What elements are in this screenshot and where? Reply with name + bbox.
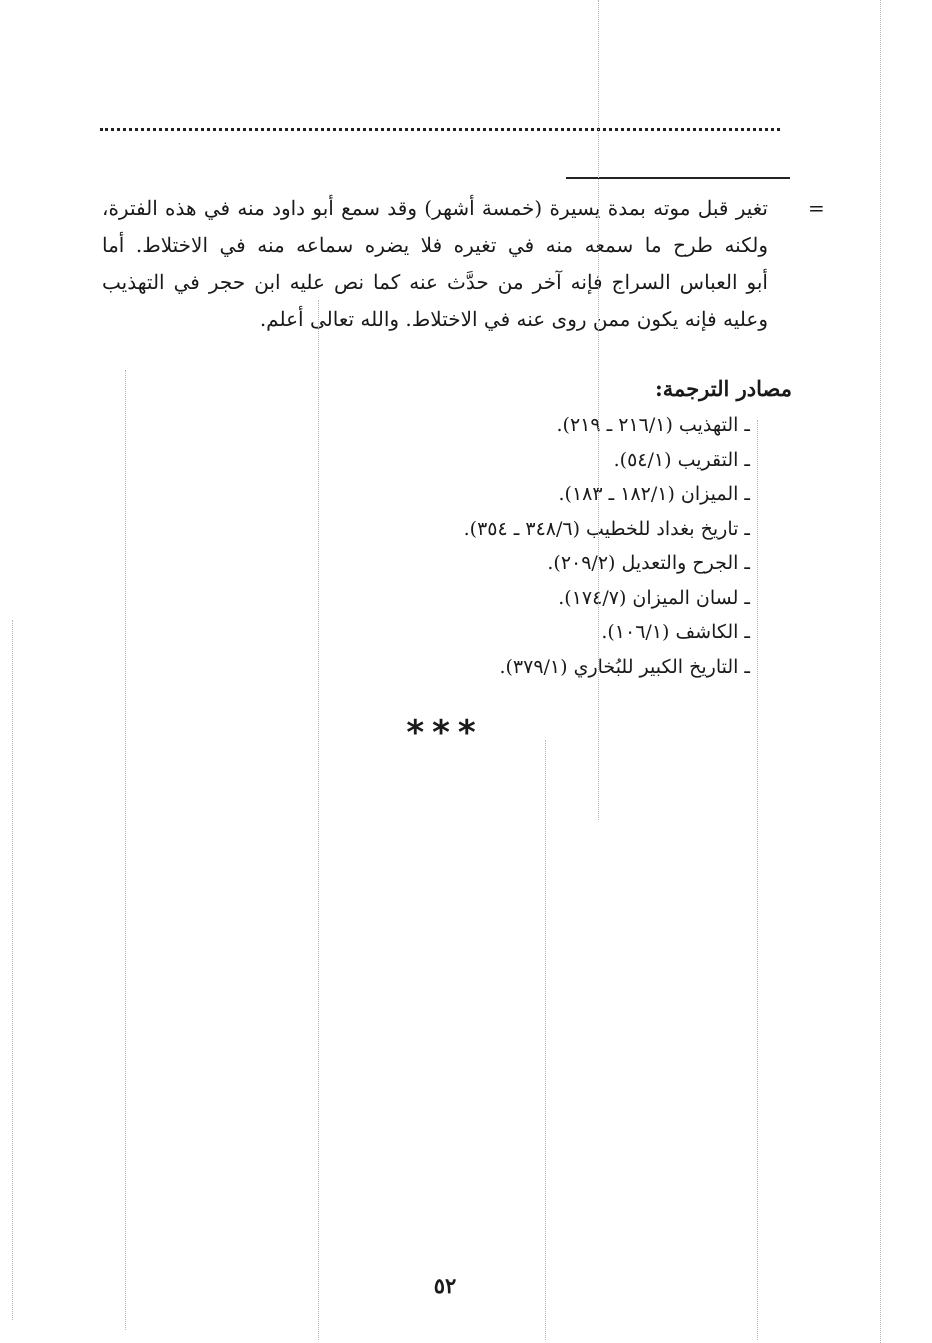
source-item [464,650,750,685]
source-item [464,581,750,616]
scan-artifact-line [880,0,881,1343]
source-item [464,512,750,547]
list-dash: ـ [744,552,750,574]
sources-list [464,408,750,684]
dotted-separator-rule [100,128,780,131]
scan-artifact-line [545,740,546,1340]
source-text: لسان الميزان (١٧٤/٧). [558,586,739,609]
footnote-rule [566,177,790,179]
source-text: التهذيب (٢١٦/١ ـ ٢١٩). [556,414,739,436]
list-dash: ـ [744,621,750,643]
source-item [464,443,750,478]
source-text: التقريب (٥٤/١). [613,448,739,471]
scan-artifact-line [125,370,126,1330]
source-item [464,546,750,581]
page-number: ٥٢ [433,1273,457,1298]
source-item [464,615,750,650]
continuation-mark: = [808,196,825,220]
source-text: تاريخ بغداد للخطيب (٣٤٨/٦ ـ ٣٥٤). [463,517,739,540]
list-dash: ـ [744,414,750,436]
scan-artifact-line [318,300,319,1340]
source-text: الميزان (١٨٢/١ ـ ١٨٣). [558,483,739,505]
paragraph-line: تغير قبل موته بمدة يسيرة (خمسة أشهر) وقد سمع أبو داود منه في هذه الفترة، [102,196,768,220]
list-dash: ـ [744,517,750,540]
source-text: الكاشف (١٠٦/١). [601,621,739,643]
sources-heading: مصادر الترجمة: [655,376,792,401]
section-separator-stars: *** [406,713,484,753]
source-item [464,408,750,443]
paragraph-line: أبو العباس السراج فإنه آخر من حدَّث عنه كما نص عليه ابن حجر في التهذيب [102,270,768,294]
list-dash: ـ [744,483,750,505]
scan-artifact-line [12,620,13,1320]
list-dash: ـ [744,655,750,678]
paragraph-line: ولكنه طرح ما سمعه منه في تغيره فلا يضره سماعه منه في الاختلاط. أما [102,233,768,257]
list-dash: ـ [744,448,750,471]
scan-artifact-line [757,420,758,1340]
source-item [464,477,750,512]
source-text: التاريخ الكبير للبُخاري (٣٧٩/١). [499,655,739,678]
scan-artifact-line [598,0,599,820]
list-dash: ـ [744,586,750,609]
footnote-paragraph [102,190,768,338]
source-text: الجرح والتعديل (٢٠٩/٢). [547,552,739,574]
paragraph-line: وعليه فإنه يكون ممن روى عنه في الاختلاط. والله تعالى أعلم. [259,307,768,331]
